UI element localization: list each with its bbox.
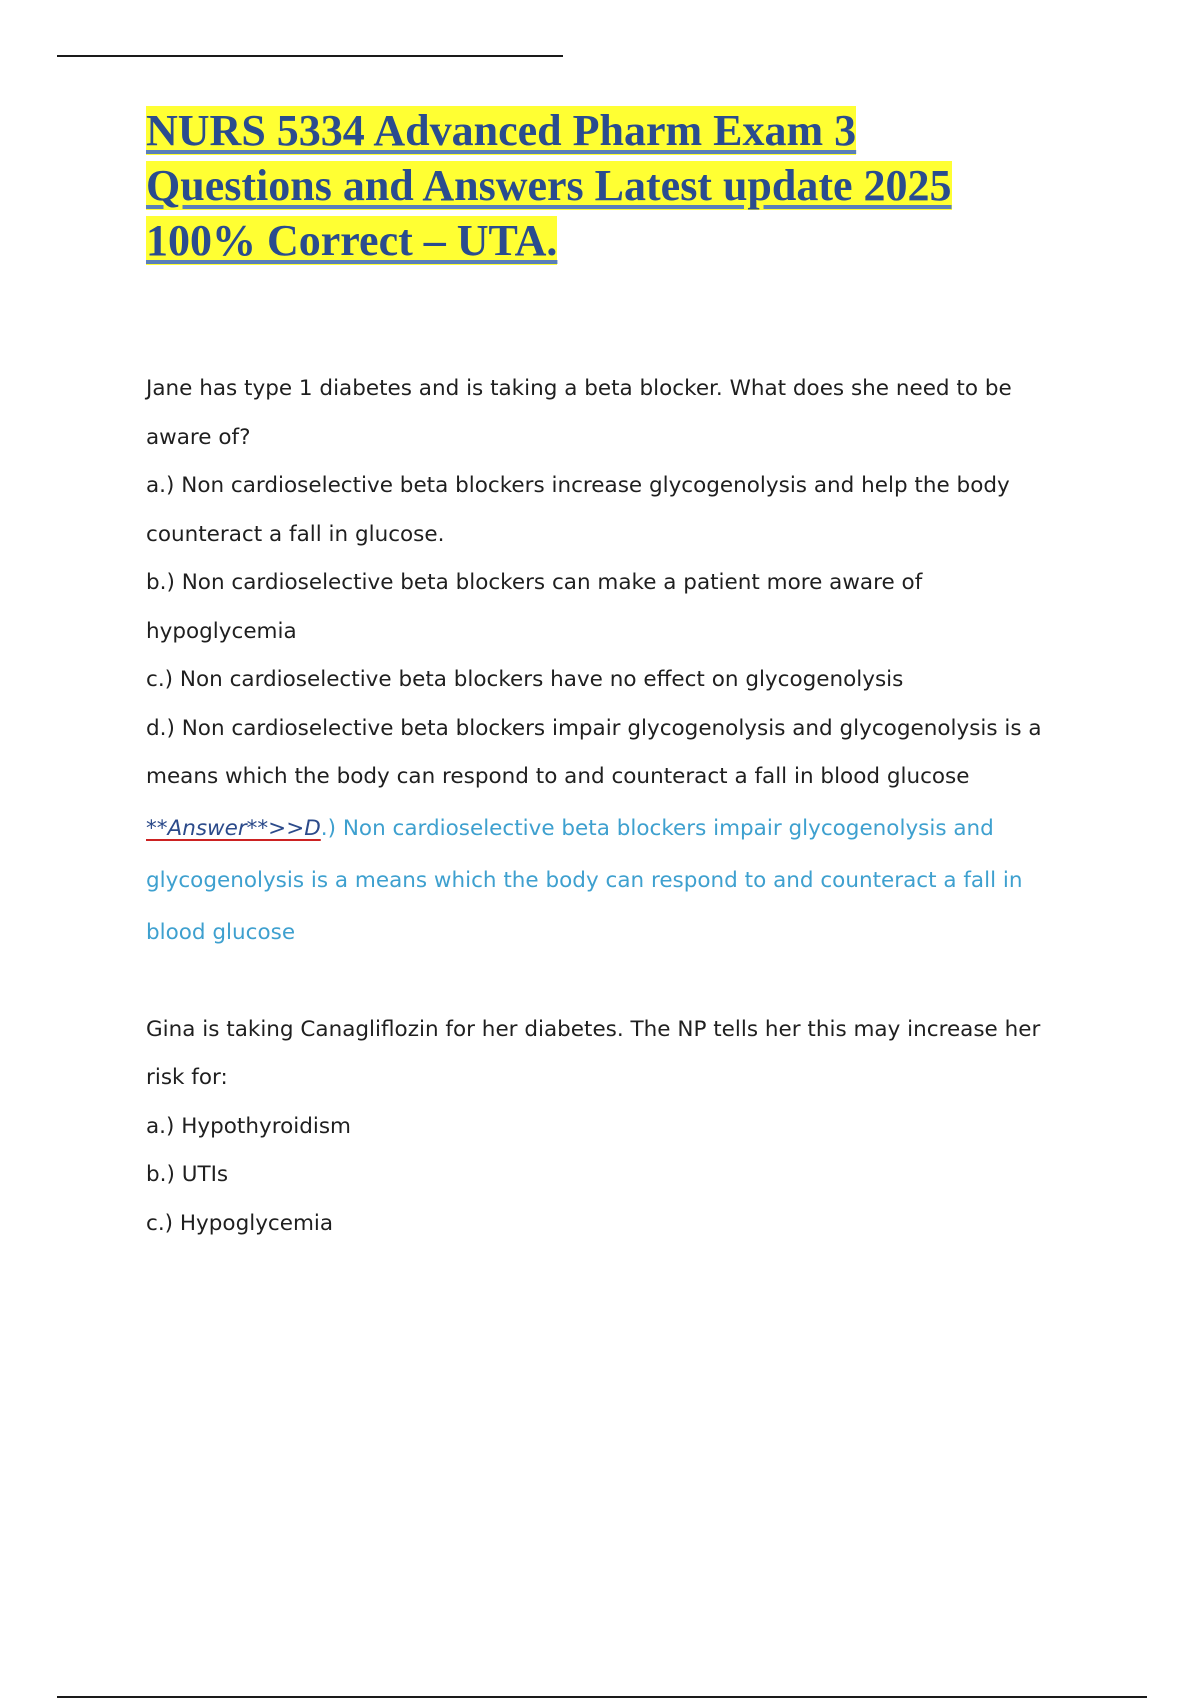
question-2-option-a: a.) Hypothyroidism xyxy=(146,1113,351,1139)
question-1-option-b-cont: hypoglycemia xyxy=(146,618,297,644)
answer-line: blood glucose xyxy=(146,919,296,945)
title-line-2: Questions and Answers Latest update 2025 xyxy=(146,161,952,210)
question-1 xyxy=(146,365,1066,958)
question-2-stem-line: Gina is taking Canagliflozin for her diabetes. The NP tells her this may increase her xyxy=(146,1016,1041,1042)
title-line-3: 100% Correct – UTA. xyxy=(146,216,558,265)
question-1-stem-line: Jane has type 1 diabetes and is taking a beta blocker. What does she need to be xyxy=(146,376,1012,401)
question-1-option-d: d.) Non cardioselective beta blockers impair glycogenolysis and glycogenolysis is a xyxy=(146,715,1042,741)
question-2 xyxy=(146,1006,1066,1249)
question-1-option-d-cont: means which the body can respond to and counteract a fall in blood glucose xyxy=(146,764,970,789)
answer-label: **Answer**>>D xyxy=(146,815,321,841)
question-2-option-c: c.) Hypoglycemia xyxy=(146,1210,334,1236)
question-2-option-b: b.) UTIs xyxy=(146,1162,229,1187)
question-1-stem-line: aware of? xyxy=(146,424,251,450)
question-1-option-b: b.) Non cardioselective beta blockers can make a patient more aware of xyxy=(146,570,923,595)
question-1-answer xyxy=(146,804,1066,958)
top-rule xyxy=(57,55,563,57)
question-1-option-c: c.) Non cardioselective beta blockers have no effect on glycogenolysis xyxy=(146,667,904,692)
question-1-option-a: a.) Non cardioselective beta blockers increase glycogenolysis and help the body xyxy=(146,473,1010,498)
answer-line xyxy=(146,804,1066,854)
answer-text: .) Non cardioselective beta blockers impair glycogenolysis and xyxy=(320,815,994,841)
document-body xyxy=(146,365,1066,1248)
title-line-1: NURS 5334 Advanced Pharm Exam 3 xyxy=(146,106,857,155)
answer-line: glycogenolysis is a means which the body can respond to and counteract a fall in xyxy=(146,867,1023,893)
document-title xyxy=(146,103,1086,268)
bottom-rule xyxy=(57,1696,1147,1698)
question-1-option-a-cont: counteract a fall in glucose. xyxy=(146,521,445,547)
question-2-stem-line: risk for: xyxy=(146,1065,228,1090)
